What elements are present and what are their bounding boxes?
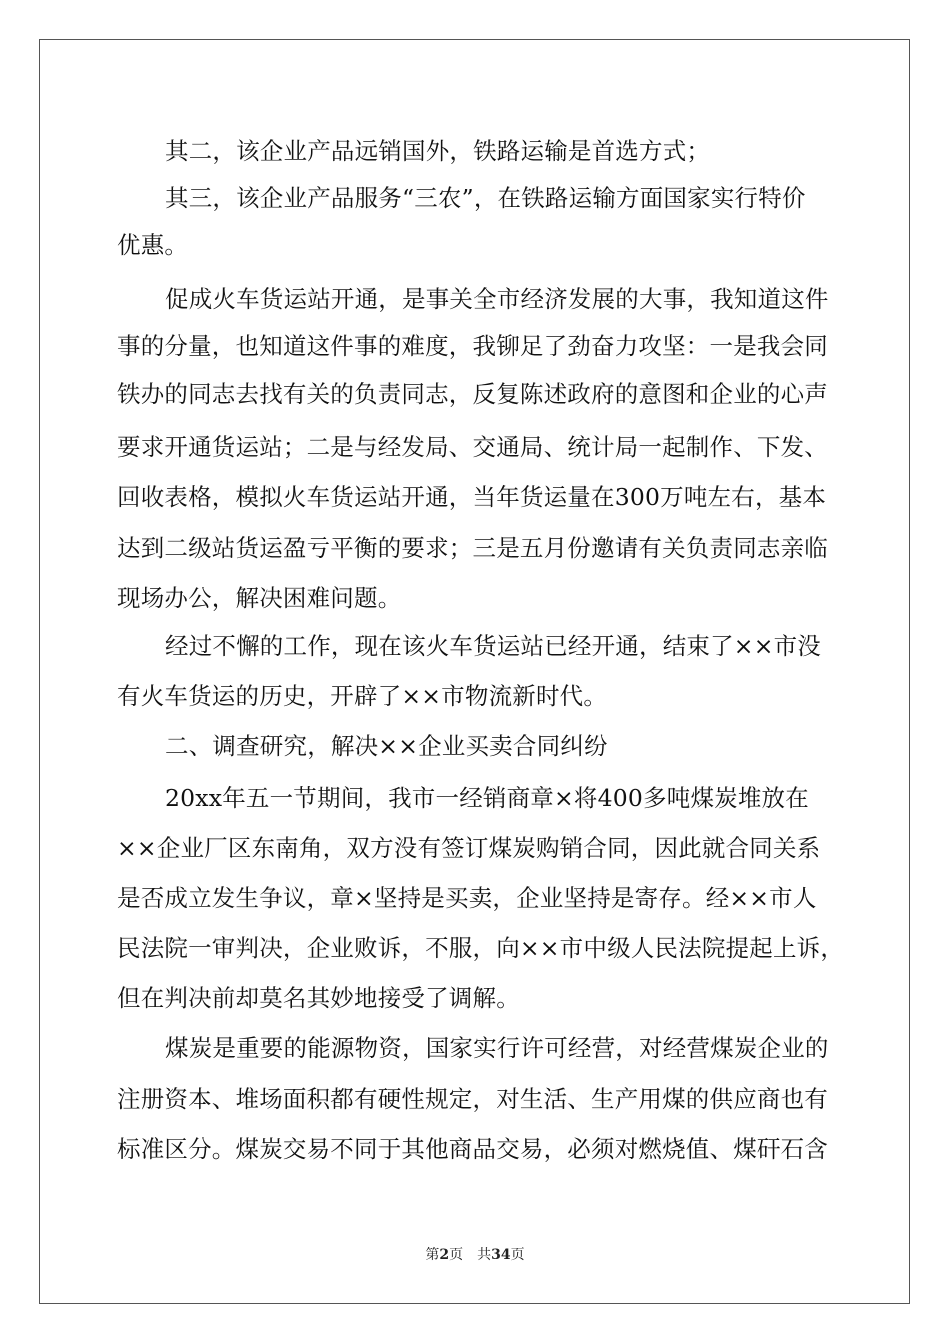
total-pages-label: 共34页 [477,1247,525,1263]
paragraph-line: 优惠。 [117,231,189,259]
paragraph-line: 煤炭是重要的能源物资，国家实行许可经营，对经营煤炭企业的 [165,1034,829,1062]
paragraph-line: 促成火车货运站开通，是事关全市经济发展的大事，我知道这件 [165,285,829,313]
paragraph-line: 要求开通货运站；二是与经发局、交通局、统计局一起制作、下发、 [117,433,828,461]
paragraph-line: 民法院一审判决，企业败诉，不服，向××市中级人民法院提起上诉， [117,934,845,962]
page-number-label: 第2页 [425,1247,464,1263]
paragraph-line: ××企业厂区东南角，双方没有签订煤炭购销合同，因此就合同关系 [117,834,821,862]
page-footer [0,1245,950,1265]
paragraph-line: 事的分量，也知道这件事的难度，我铆足了劲奋力攻坚：一是我会同 [117,332,828,360]
paragraph-line: 达到二级站货运盈亏平衡的要求；三是五月份邀请有关负责同志亲临 [117,534,828,562]
paragraph-line: 有火车货运的历史，开辟了××市物流新时代。 [117,682,608,710]
paragraph-line: 是否成立发生争议，章×坚持是买卖，企业坚持是寄存。经××市人 [117,884,817,912]
paragraph-line: 铁办的同志去找有关的负责同志，反复陈述政府的意图和企业的心声 [117,380,828,408]
paragraph-line: 其三，该企业产品服务“三农”，在铁路运输方面国家实行特价 [165,184,806,212]
current-page-number: 2 [439,1247,450,1263]
paragraph-line: 注册资本、堆场面积都有硬性规定，对生活、生产用煤的供应商也有 [117,1085,828,1113]
paragraph-line: 现场办公，解决困难问题。 [117,584,402,612]
paragraph-line: 20xx年五一节期间，我市一经销商章×将400多吨煤炭堆放在 [165,784,809,812]
paragraph-line: 回收表格，模拟火车货运站开通，当年货运量在300万吨左右，基本 [117,483,827,511]
paragraph-line: 但在判决前却莫名其妙地接受了调解。 [117,984,520,1012]
paragraph-line: 经过不懈的工作，现在该火车货运站已经开通，结束了××市没 [165,632,821,660]
paragraph-line: 其二，该企业产品远销国外，铁路运输是首选方式； [165,137,711,165]
section-heading: 二、调查研究，解决××企业买卖合同纠纷 [165,732,608,760]
total-page-count: 34 [491,1247,511,1263]
paragraph-line: 标准区分。煤炭交易不同于其他商品交易，必须对燃烧值、煤矸石含 [117,1135,828,1163]
